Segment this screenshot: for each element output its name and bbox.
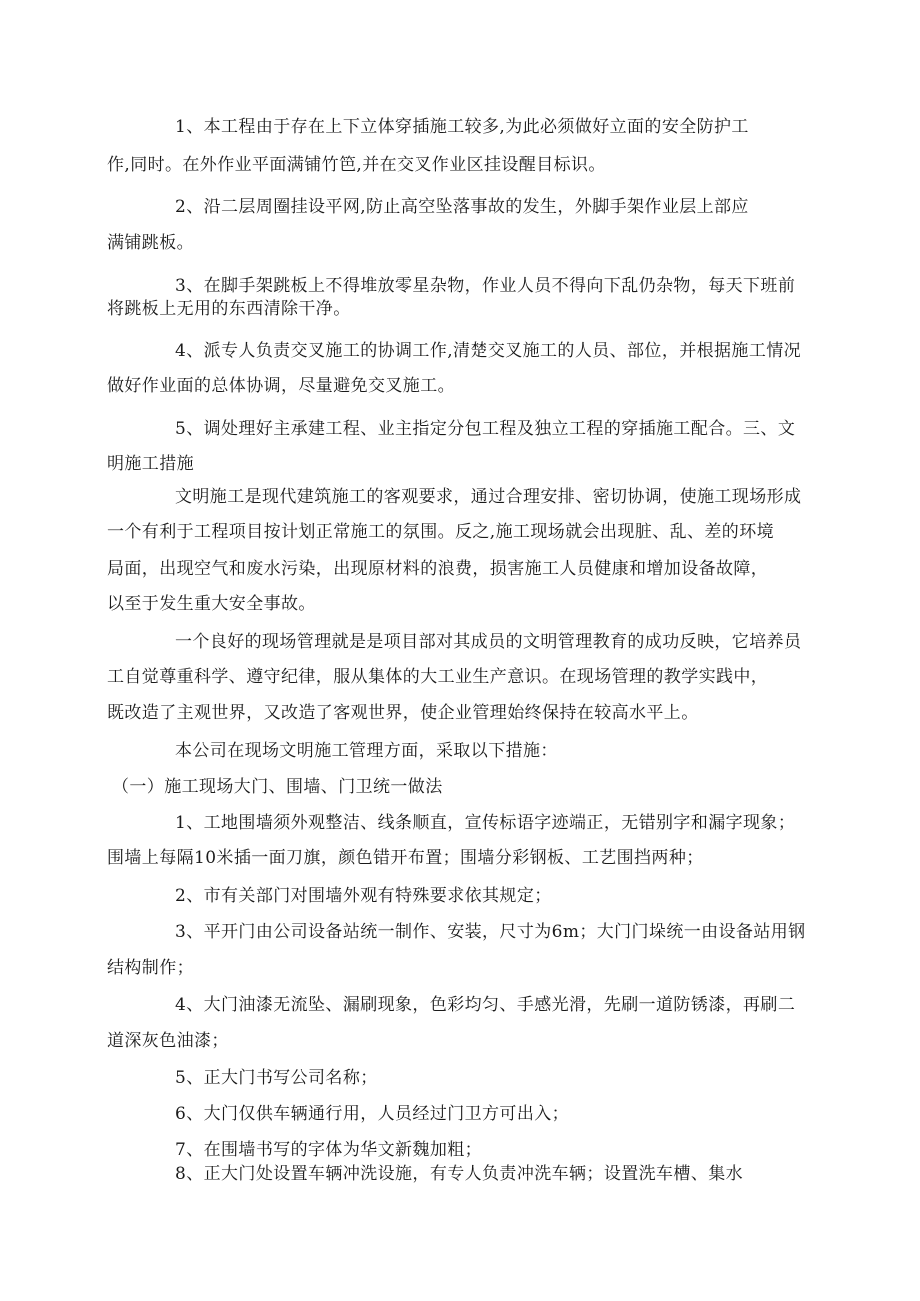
paragraph-line: 2、沿二层周圈挂设平网,防止高空坠落事故的发生，外脚手架作业层上部应 <box>175 197 749 217</box>
section-heading: （一）施工现场大门、围墙、门卫统一做法 <box>112 777 443 797</box>
paragraph-line: 既改造了主观世界，又改造了客观世界，使企业管理始终保持在较高水平上。 <box>107 703 699 723</box>
paragraph-line: 本公司在现场文明施工管理方面，采取以下措施： <box>175 741 558 761</box>
paragraph-line: 3、平开门由公司设备站统一制作、安装，尺寸为6m；大门门垛统一由设备站用钢 <box>175 922 806 942</box>
paragraph-line: 3、在脚手架跳板上不得堆放零星杂物，作业人员不得向下乱仍杂物，每天下班前 <box>175 276 796 296</box>
paragraph-line: 7、在围墙书写的字体为华文新魏加粗； <box>175 1140 483 1160</box>
paragraph-line: 2、市有关部门对围墙外观有特殊要求依其规定； <box>175 886 552 906</box>
paragraph-line: 局面，出现空气和废水污染，出现原材料的浪费，损害施工人员健康和增加设备故障， <box>107 559 769 579</box>
paragraph-line: 道深灰色油漆； <box>107 1031 229 1051</box>
paragraph-line: 结构制作； <box>107 958 194 978</box>
paragraph-line: 满铺跳板。 <box>107 233 194 253</box>
paragraph-line: 一个良好的现场管理就是是项目部对其成员的文明管理教育的成功反映，它培养员 <box>175 632 802 652</box>
paragraph-line: 8、正大门处设置车辆冲洗设施，有专人负责冲洗车辆；设置洗车槽、集水 <box>175 1164 744 1184</box>
paragraph-line: 4、派专人负责交叉施工的协调工作,清楚交叉施工的人员、部位，并根据施工情况 <box>175 341 802 361</box>
paragraph-line: 以至于发生重大安全事故。 <box>107 594 316 614</box>
paragraph-line: 5、正大门书写公司名称； <box>175 1068 378 1088</box>
paragraph-line: 明施工措施 <box>107 454 194 474</box>
paragraph-line: 6、大门仅供车辆通行用，人员经过门卫方可出入； <box>175 1104 570 1124</box>
paragraph-line: 工自觉尊重科学、遵守纪律，服从集体的大工业生产意识。在现场管理的教学实践中， <box>107 667 769 687</box>
paragraph-line: 做好作业面的总体协调，尽量避免交叉施工。 <box>107 376 455 396</box>
paragraph-line: 文明施工是现代建筑施工的客观要求，通过合理安排、密切协调，使施工现场形成 <box>175 487 802 507</box>
paragraph-line: 4、大门油漆无流坠、漏刷现象，色彩均匀、手感光滑，先刷一道防锈漆，再刷二 <box>175 995 796 1015</box>
paragraph-line: 围墙上每隔10米插一面刀旗，颜色错开布置；围墙分彩钢板、工艺围挡两种； <box>107 848 704 868</box>
paragraph-line: 将跳板上无用的东西清除干净。 <box>107 299 351 319</box>
paragraph-line: 一个有利于工程项目按计划正常施工的氛围。反之,施工现场就会出现脏、乱、差的环境 <box>107 522 775 542</box>
paragraph-line: 1、工地围墙须外观整洁、线条顺直，宣传标语字迹端正，无错别字和漏字现象； <box>175 813 796 833</box>
paragraph-line: 作,同时。在外作业平面满铺竹笆,并在交叉作业区挂设醒目标识。 <box>107 155 606 175</box>
paragraph-line: 5、调处理好主承建工程、业主指定分包工程及独立工程的穿插施工配合。三、文 <box>175 419 796 439</box>
paragraph-line: 1、本工程由于存在上下立体穿插施工较多,为此必须做好立面的安全防护工 <box>175 117 749 137</box>
